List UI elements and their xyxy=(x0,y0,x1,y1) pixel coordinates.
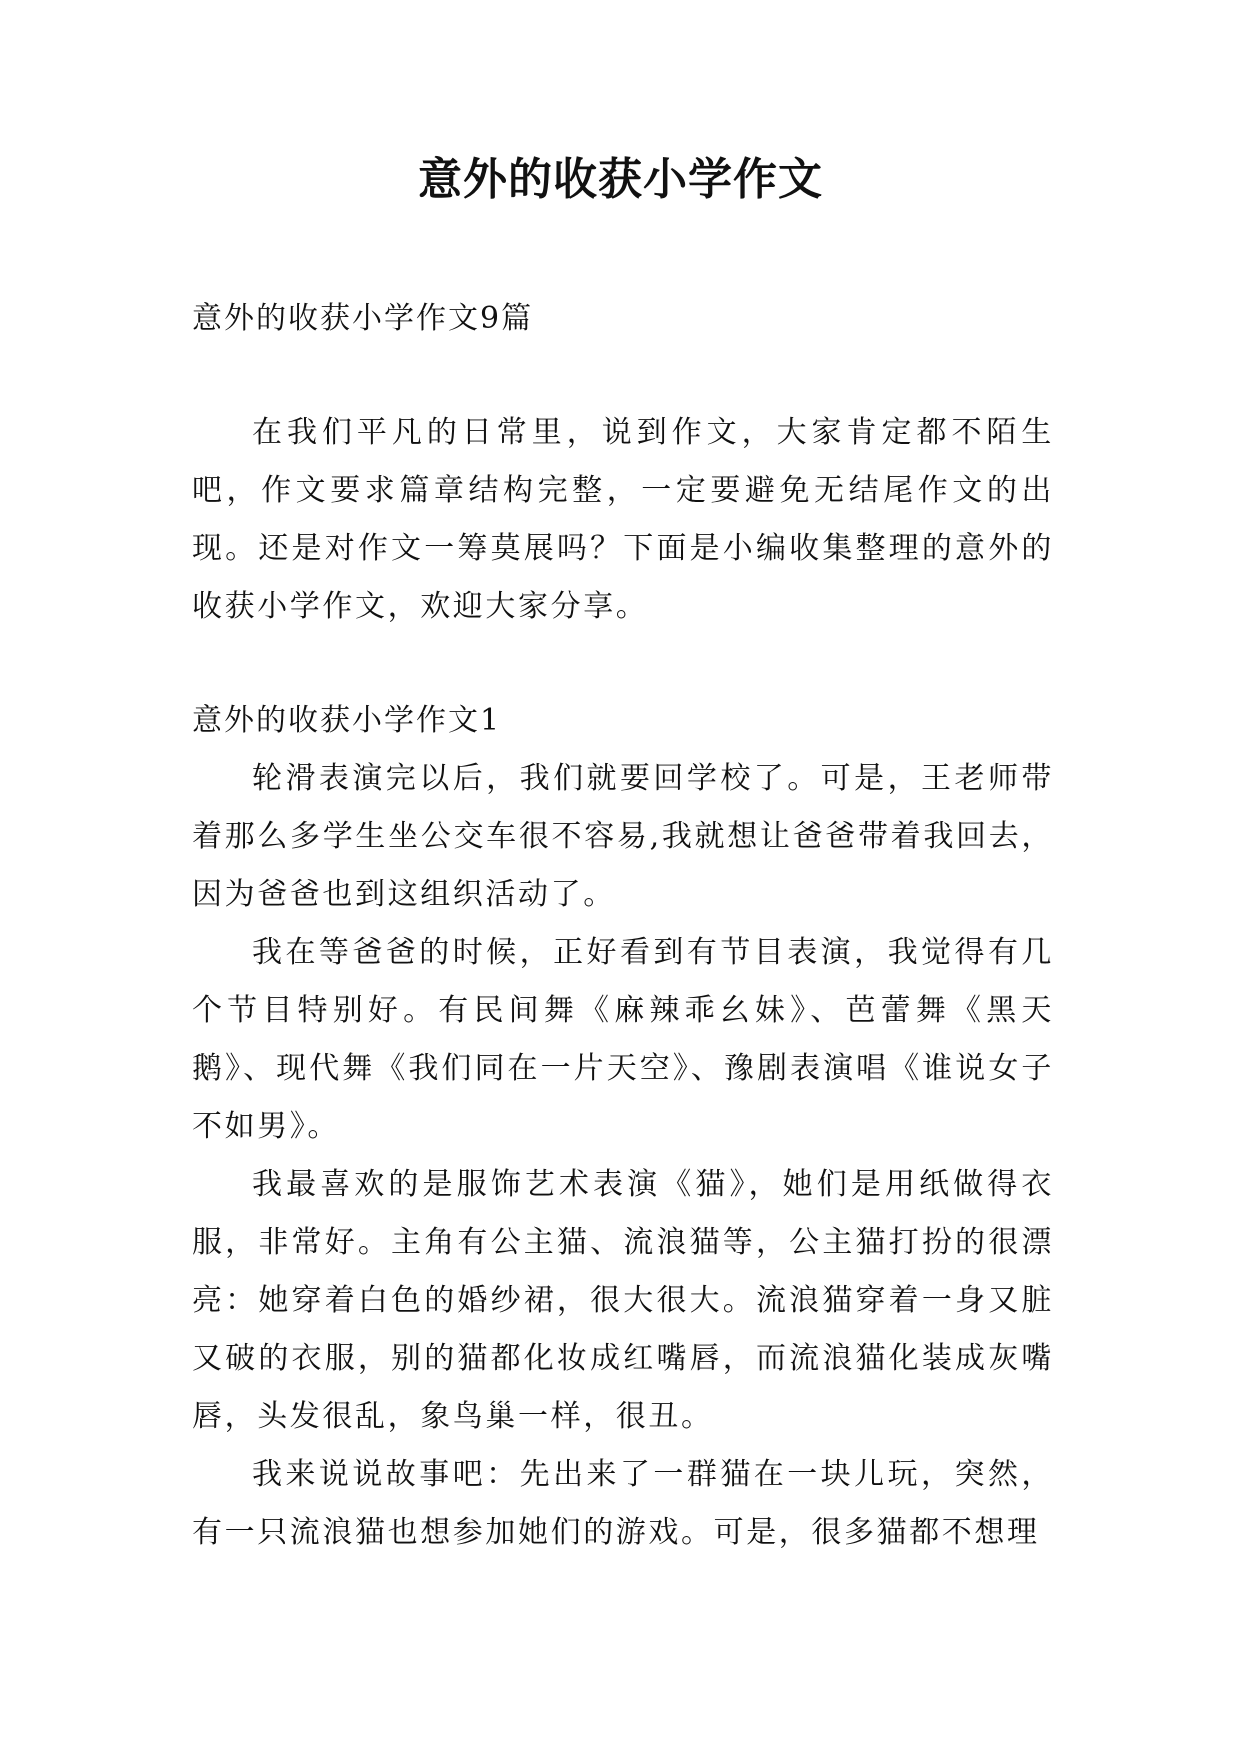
intro-paragraph: 在我们平凡的日常里，说到作文，大家肯定都不陌生吧，作文要求篇章结构完整，一定要避免无结尾作文的出现。还是对作文一筹莫展吗？下面是小编收集整理的意外的收获小学作文，欢迎大家分享。 xyxy=(192,415,1054,624)
essay-paragraph: 我在等爸爸的时候，正好看到有节目表演，我觉得有几个节目特别好。有民间舞《麻辣乖幺妹》、芭蕾舞《黑天鹅》、现代舞《我们同在一片天空》、豫剧表演唱《谁说女子不如男》。 xyxy=(192,935,1054,1144)
essay-heading: 意外的收获小学作文1 xyxy=(192,703,502,738)
document-title: 意外的收获小学作文 xyxy=(418,154,823,205)
essay-paragraph: 我来说说故事吧：先出来了一群猫在一块儿玩，突然，有一只流浪猫也想参加她们的游戏。可是，很多猫都不想理 xyxy=(192,1457,1054,1550)
essay-paragraph: 轮滑表演完以后，我们就要回学校了。可是，王老师带着那么多学生坐公交车很不容易,我就想让爸爸带着我回去，因为爸爸也到这组织活动了。 xyxy=(192,761,1054,912)
document-subtitle: 意外的收获小学作文9篇 xyxy=(192,301,534,336)
essay-paragraph: 我最喜欢的是服饰艺术表演《猫》，她们是用纸做得衣服，非常好。主角有公主猫、流浪猫等，公主猫打扮的很漂亮：她穿着白色的婚纱裙，很大很大。流浪猫穿着一身又脏又破的衣服，别的猫都化妆成红嘴唇，而流浪猫化装成灰嘴唇，头发很乱，象鸟巢一样，很丑。 xyxy=(192,1167,1054,1434)
essay-section xyxy=(192,692,1054,1562)
